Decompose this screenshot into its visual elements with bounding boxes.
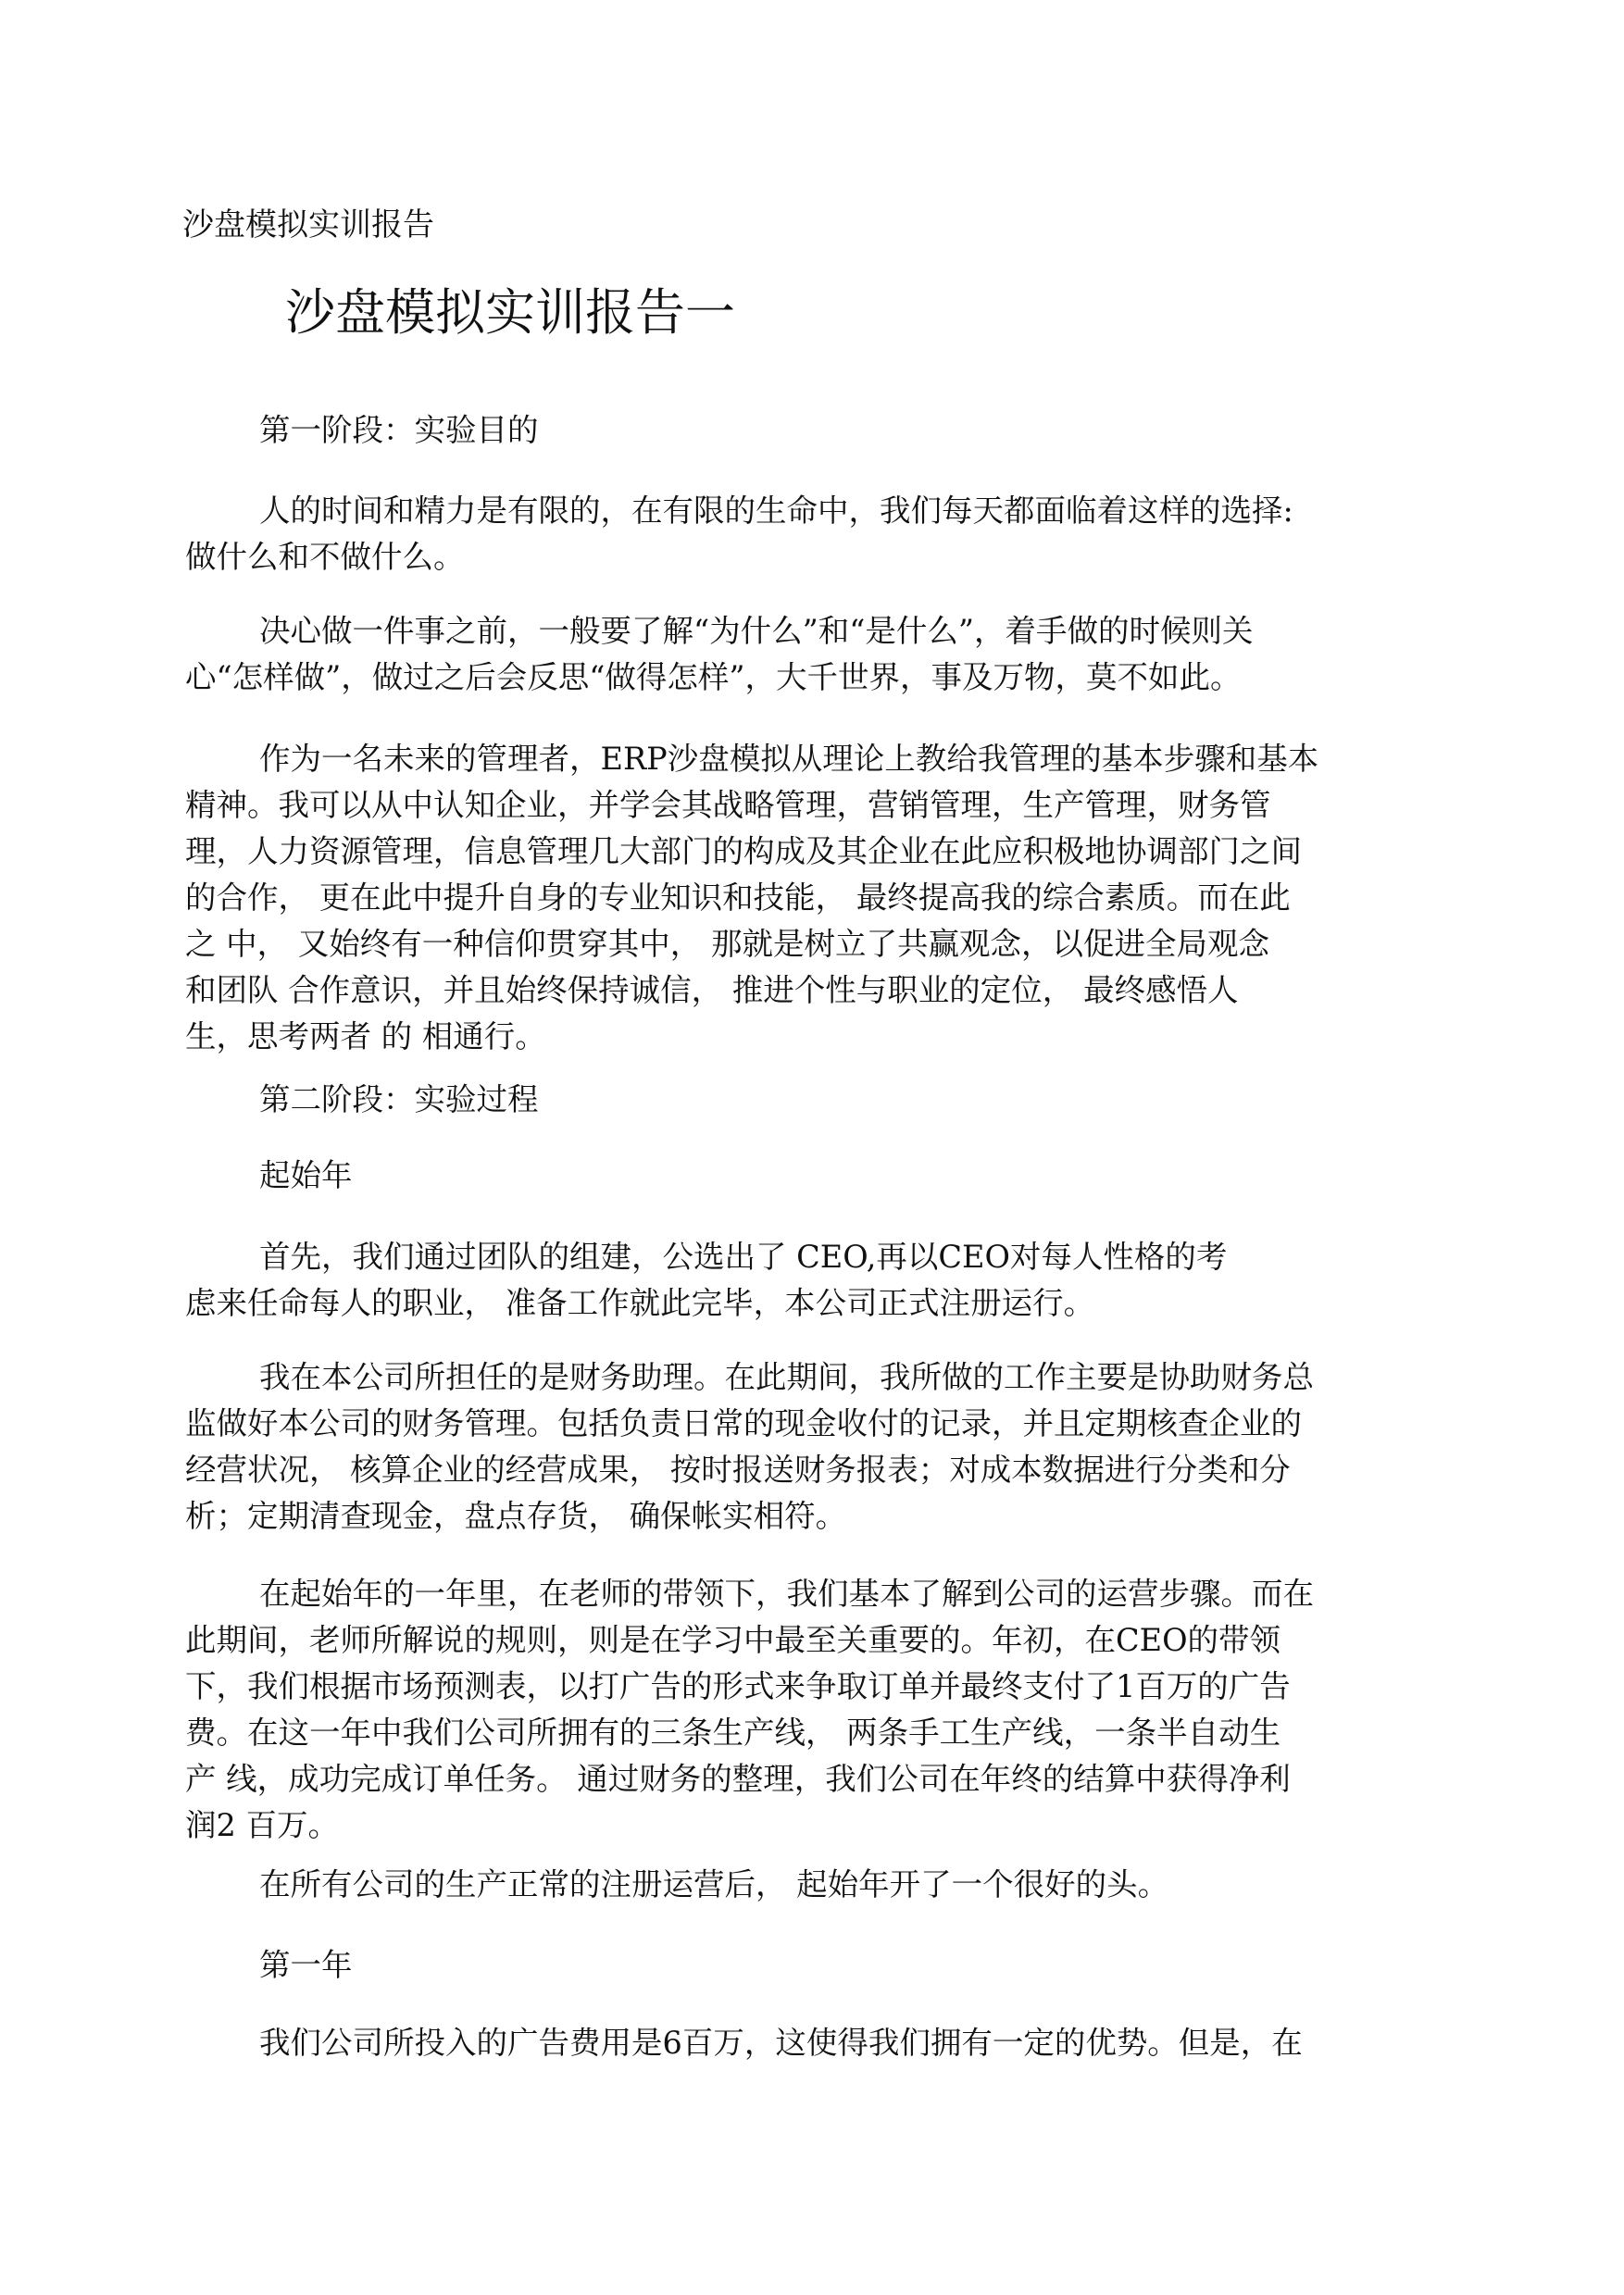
section-heading-stage-2: 第二阶段：实验过程	[259, 1081, 539, 1117]
paragraph-line: 心“怎样做”，做过之后会反思“做得怎样”，大千世界，事及万物，莫不如此。	[185, 659, 1242, 695]
paragraph-2	[185, 608, 1463, 701]
paragraph-line: 监做好本公司的财务管理。包括负责日常的现金收付的记录，并且定期核查企业的	[185, 1405, 1302, 1441]
paragraph-line: 我在本公司所担任的是财务助理。在此期间，我所做的工作主要是协助财务总	[259, 1359, 1314, 1395]
paragraph-8: 我们公司所投入的广告费用是6百万，这使得我们拥有一定的优势。但是，在	[259, 2025, 1303, 2061]
subheading-start-year: 起始年	[259, 1157, 353, 1193]
paragraph-5	[185, 1354, 1463, 1540]
paragraph-line: 做什么和不做什么。	[185, 539, 465, 575]
paragraph-line: 润2 百万。	[185, 1807, 339, 1843]
paragraph-6	[185, 1571, 1463, 1849]
paragraph-line: 之 中， 又始终有一种信仰贯穿其中， 那就是树立了共赢观念，以促进全局观念	[185, 926, 1269, 962]
paragraph-line: 决心做一件事之前，一般要了解“为什么”和“是什么”，着手做的时候则关	[259, 613, 1254, 649]
paragraph-line: 作为一名未来的管理者，ERP沙盘模拟从理论上教给我管理的基本步骤和基本	[259, 741, 1319, 777]
paragraph-line: 在起始年的一年里，在老师的带领下，我们基本了解到公司的运营步骤。而在	[259, 1576, 1314, 1612]
paragraph-line: 下，我们根据市场预测表，以打广告的形式来争取订单并最终支付了1百万的广告	[185, 1668, 1291, 1704]
page-title: 沙盘模拟实训报告一	[285, 283, 735, 342]
paragraph-line: 精神。我可以从中认知企业，并学会其战略管理，营销管理，生产管理，财务管	[185, 787, 1271, 823]
running-header: 沙盘模拟实训报告	[182, 206, 434, 243]
paragraph-1	[185, 488, 1463, 580]
paragraph-4	[185, 1234, 1463, 1327]
paragraph-line: 此期间，老师所解说的规则，则是在学习中最至关重要的。年初，在CEO的带领	[185, 1622, 1281, 1658]
paragraph-line: 析；定期清查现金，盘点存货， 确保帐实相符。	[185, 1498, 847, 1534]
subheading-year-1: 第一年	[259, 1947, 353, 1983]
paragraph-line: 理，人力资源管理，信息管理几大部门的构成及其企业在此应积极地协调部门之间	[185, 833, 1302, 869]
paragraph-line: 和团队 合作意识，并且始终保持诚信， 推进个性与职业的定位， 最终感悟人	[185, 972, 1239, 1008]
paragraph-line: 生，思考两者 的 相通行。	[185, 1018, 546, 1054]
paragraph-7: 在所有公司的生产正常的注册运营后， 起始年开了一个很好的头。	[259, 1866, 1169, 1902]
paragraph-3	[185, 736, 1463, 1060]
paragraph-line: 费。在这一年中我们公司所拥有的三条生产线， 两条手工生产线，一条半自动生	[185, 1715, 1281, 1751]
paragraph-line: 首先，我们通过团队的组建，公选出了 CEO,再以CEO对每人性格的考	[259, 1239, 1228, 1275]
paragraph-line: 经营状况， 核算企业的经营成果， 按时报送财务报表；对成本数据进行分类和分	[185, 1452, 1291, 1488]
section-heading-stage-1: 第一阶段：实验目的	[259, 412, 539, 448]
paragraph-line: 人的时间和精力是有限的，在有限的生命中，我们每天都面临着这样的选择:	[259, 493, 1293, 529]
paragraph-line: 产 线，成功完成订单任务。 通过财务的整理，我们公司在年终的结算中获得净利	[185, 1761, 1291, 1797]
paragraph-line: 虑来任命每人的职业， 准备工作就此完毕，本公司正式注册运行。	[185, 1285, 1095, 1321]
paragraph-line: 的合作， 更在此中提升自身的专业知识和技能， 最终提高我的综合素质。而在此	[185, 879, 1291, 916]
